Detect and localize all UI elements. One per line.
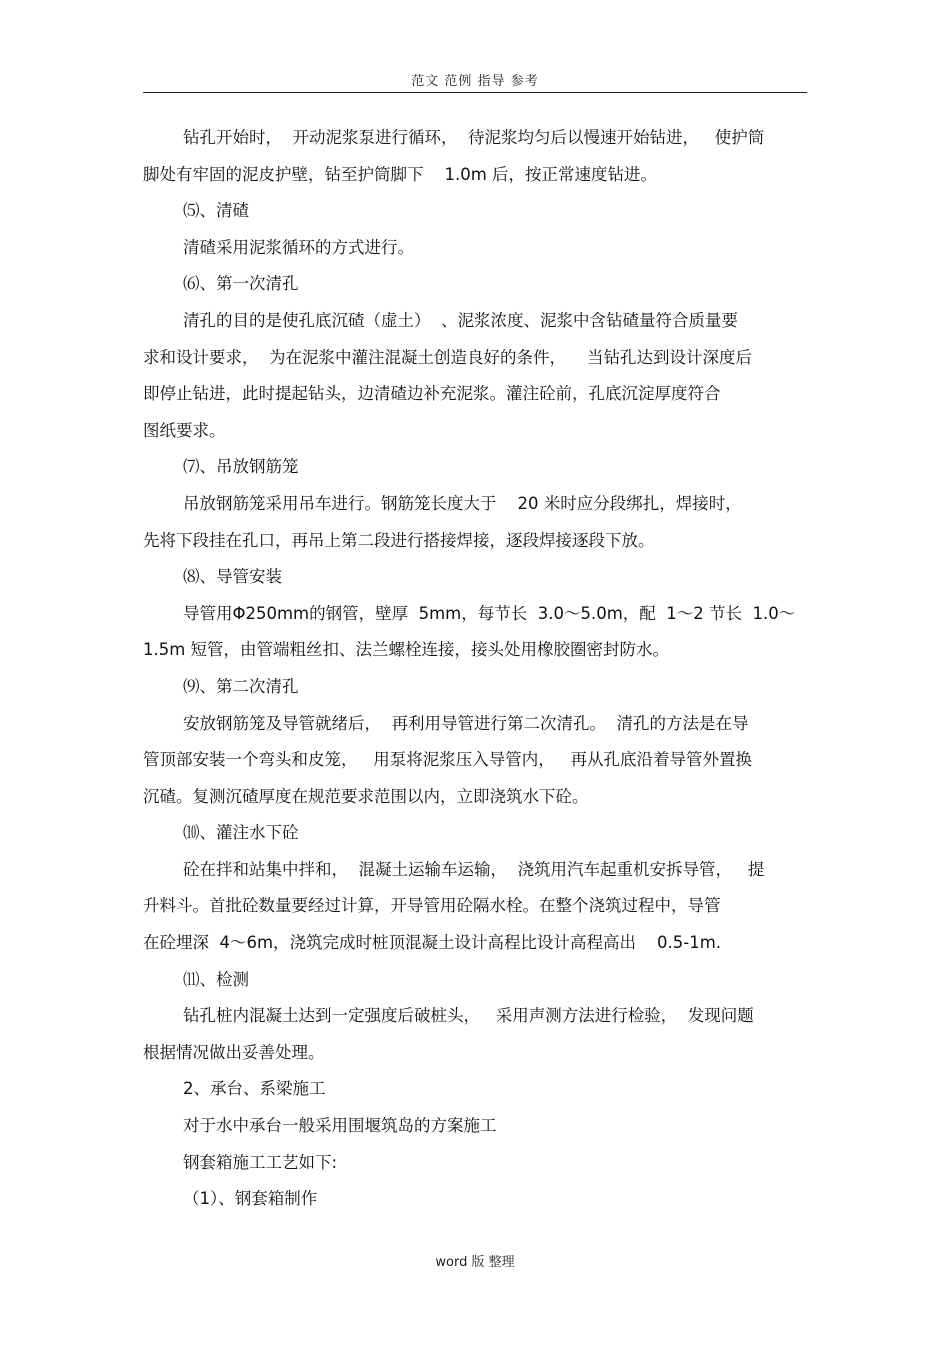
paragraph-line: 升料斗。首批砼数量要经过计算，开导管用砼隔水栓。在整个浇筑过程中，导管 — [143, 896, 721, 916]
page-footer: word 版 整理 — [435, 1255, 515, 1270]
section-heading: ⑽、灌注水下砼 — [183, 823, 299, 843]
paragraph-line: 图纸要求。 — [143, 420, 226, 440]
paragraph-line: 砼在拌和站集中拌和， 混凝土运输车运输， 浇筑用汽车起重机安拆导管， 提 — [183, 859, 765, 879]
page-header — [143, 64, 807, 93]
paragraph-line: 脚处有牢固的泥皮护壁，钻至护筒脚下 1.0m 后，按正常速度钻进。 — [143, 164, 658, 184]
paragraph-line: 即停止钻进，此时提起钻头，边清碴边补充泥浆。灌注砼前，孔底沉淀厚度符合 — [143, 384, 721, 404]
paragraph-line: 在砼埋深 4～6m，浇筑完成时桩顶混凝土设计高程比设计高程高出 0.5-1m. — [143, 933, 722, 953]
section-heading: （1）、钢套箱制作 — [183, 1189, 318, 1209]
paragraph-line: 管顶部安装一个弯头和皮笼， 用泵将泥浆压入导管内， 再从孔底沿着导管外置换 — [143, 750, 752, 770]
document-body — [143, 120, 807, 1218]
paragraph-line: 钻孔桩内混凝土达到一定强度后破桩头， 采用声测方法进行检验， 发现问题 — [183, 1006, 754, 1026]
section-heading: ⑹、第一次清孔 — [183, 274, 299, 294]
paragraph-line: 求和设计要求， 为在泥浆中灌注混凝土创造良好的条件， 当钻孔达到设计深度后 — [143, 347, 752, 367]
paragraph-line: 清碴采用泥浆循环的方式进行。 — [183, 237, 414, 257]
paragraph-line: 清孔的目的是使孔底沉碴（虚土） 、泥浆浓度、泥浆中含钻碴量符合质量要 — [183, 310, 738, 330]
paragraph-line: 钻孔开始时， 开动泥浆泵进行循环， 待泥浆均匀后以慢速开始钻进， 使护筒 — [183, 128, 765, 147]
header-text: 范文 范例 指导 参考 — [411, 74, 539, 89]
paragraph-line: 1.5m 短管，由管端粗丝扣、法兰螺栓连接，接头处用橡胶圈密封防水。 — [143, 640, 670, 660]
section-heading: 2、承台、系梁施工 — [183, 1079, 326, 1099]
section-heading: ⑺、吊放钢筋笼 — [183, 457, 299, 477]
paragraph-line: 对于水中承台一般采用围堰筑岛的方案施工 — [183, 1116, 497, 1136]
paragraph-line: 安放钢筋笼及导管就绪后， 再利用导管进行第二次清孔。 清孔的方法是在导 — [183, 713, 749, 733]
section-heading: ⑾、检测 — [183, 969, 249, 989]
paragraph-line: 导管用Φ250mm的钢管，壁厚 5mm，每节长 3.0～5.0m，配 1～2 节长 1.0～ — [183, 603, 796, 623]
section-heading: ⑻、导管安装 — [183, 567, 282, 587]
paragraph-line: 吊放钢筋笼采用吊车进行。钢筋笼长度大于 20 米时应分段绑扎，焊接时， — [183, 493, 742, 513]
paragraph-line: 先将下段挂在孔口，再吊上第二段进行搭接焊接，逐段焊接逐段下放。 — [143, 530, 655, 550]
section-heading: ⑼、第二次清孔 — [183, 676, 299, 696]
section-heading: ⑸、清碴 — [183, 201, 249, 221]
paragraph-line: 钢套箱施工工艺如下: — [183, 1152, 338, 1172]
paragraph-line: 根据情况做出妥善处理。 — [143, 1042, 325, 1062]
paragraph-line: 沉碴。复测沉碴厚度在规范要求范围以内，立即浇筑水下砼。 — [143, 786, 589, 806]
